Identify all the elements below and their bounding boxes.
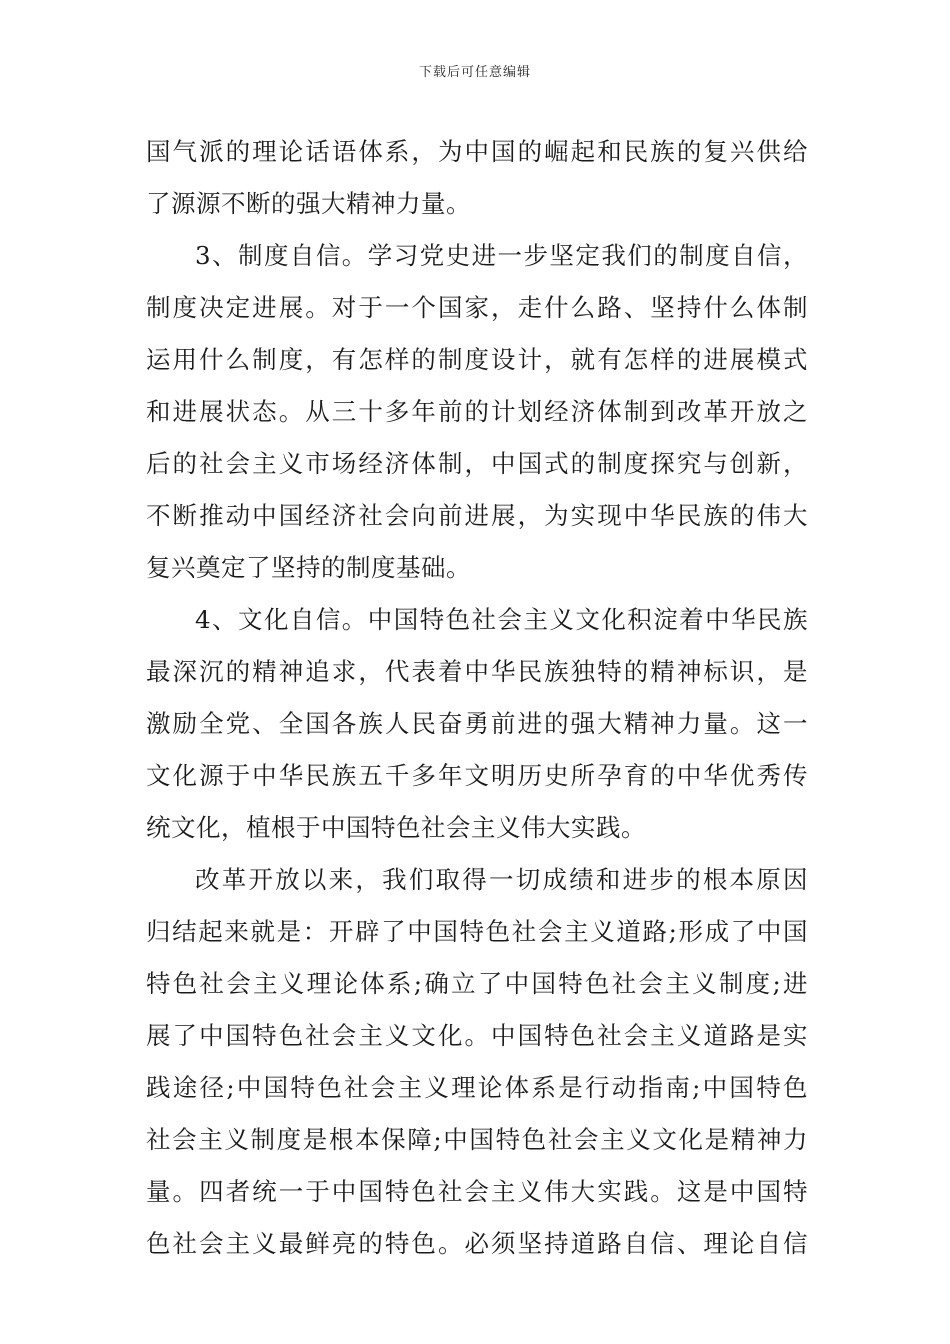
text-line: 国气派的理论话语体系，为中国的崛起和民族的复兴供给	[146, 137, 808, 166]
text-line: 归结起来就是：开辟了中国特色社会主义道路;形成了中国	[146, 917, 808, 946]
text-line: 统文化，植根于中国特色社会主义伟大实践。	[146, 813, 646, 842]
text-line: 3、制度自信。学习党史进一步坚定我们的制度自信，	[195, 241, 808, 270]
text-line: 践途径;中国特色社会主义理论体系是行动指南;中国特色	[146, 1073, 808, 1102]
text-line: 4、文化自信。中国特色社会主义文化积淀着中华民族	[195, 605, 808, 634]
document-body	[146, 126, 808, 1270]
text-line: 制度决定进展。对于一个国家，走什么路、坚持什么体制	[146, 293, 808, 322]
text-line: 激励全党、全国各族人民奋勇前进的强大精神力量。这一	[146, 709, 808, 738]
text-line: 不断推动中国经济社会向前进展，为实现中华民族的伟大	[146, 501, 808, 530]
text-line: 和进展状态。从三十多年前的计划经济体制到改革开放之	[146, 397, 808, 426]
text-line: 后的社会主义市场经济体制，中国式的制度探究与创新，	[146, 449, 808, 478]
page-header: 下载后可任意编辑	[418, 65, 531, 80]
text-line: 展了中国特色社会主义文化。中国特色社会主义道路是实	[146, 1021, 808, 1050]
text-line: 特色社会主义理论体系;确立了中国特色社会主义制度;进	[146, 969, 808, 998]
text-line: 量。四者统一于中国特色社会主义伟大实践。这是中国特	[146, 1177, 808, 1206]
text-line: 最深沉的精神追求，代表着中华民族独特的精神标识，是	[146, 657, 808, 686]
text-line: 文化源于中华民族五千多年文明历史所孕育的中华优秀传	[146, 761, 808, 790]
text-line: 了源源不断的强大精神力量。	[146, 189, 471, 218]
text-line: 社会主义制度是根本保障;中国特色社会主义文化是精神力	[146, 1125, 808, 1154]
text-line: 改革开放以来，我们取得一切成绩和进步的根本原因	[195, 865, 808, 894]
text-line: 运用什么制度，有怎样的制度设计，就有怎样的进展模式	[146, 345, 808, 374]
text-line: 复兴奠定了坚持的制度基础。	[146, 553, 471, 582]
text-line: 色社会主义最鲜亮的特色。必须坚持道路自信、理论自信	[146, 1229, 808, 1258]
